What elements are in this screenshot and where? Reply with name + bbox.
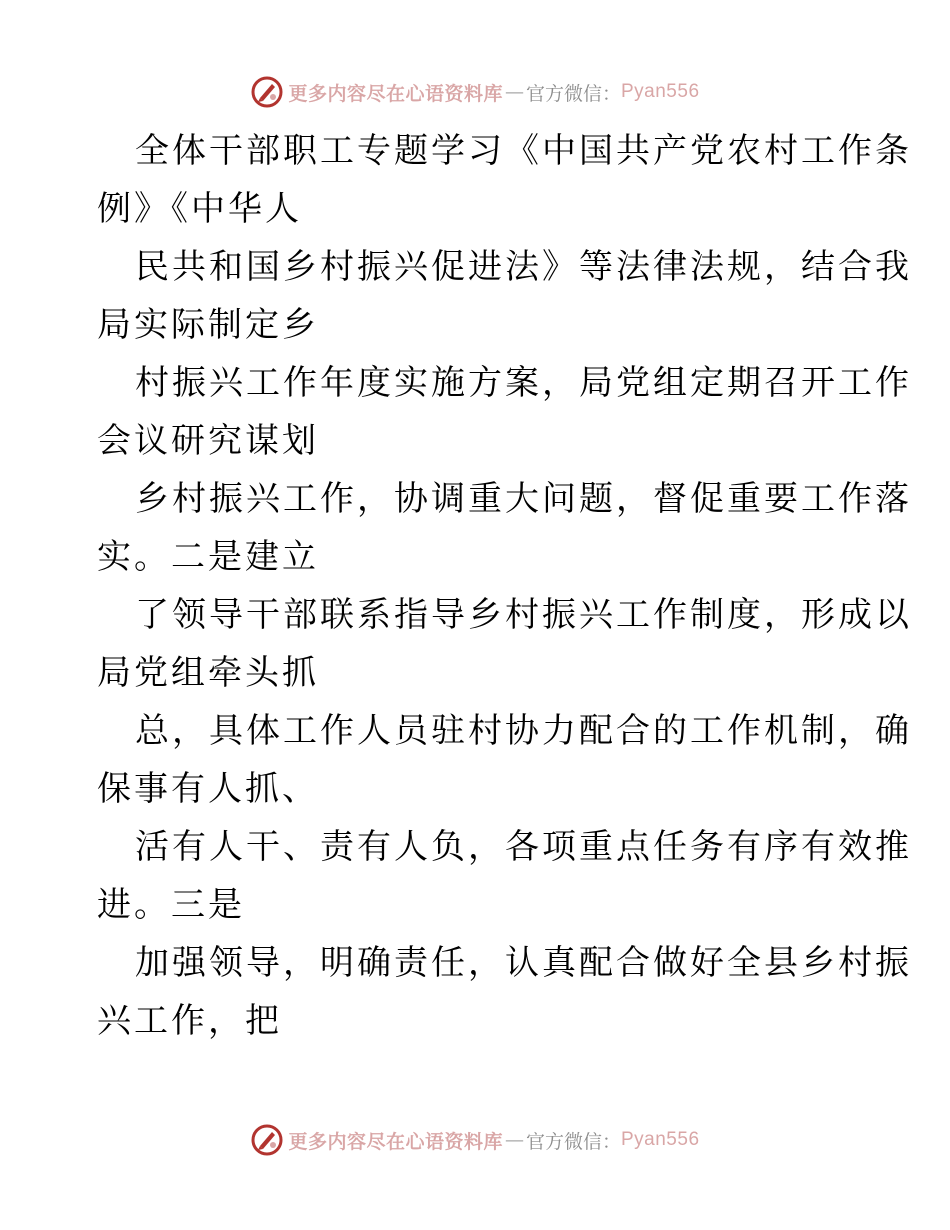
footer-watermark bbox=[0, 1120, 950, 1160]
watermark-id: Pyan556 bbox=[621, 1129, 700, 1150]
paragraph bbox=[97, 934, 912, 1050]
paragraph-line: 村振兴工作年度实施方案，局党组定期召开工作 bbox=[135, 363, 912, 403]
paragraph bbox=[97, 238, 912, 354]
watermark-id: Pyan556 bbox=[621, 81, 700, 102]
paragraph bbox=[97, 702, 912, 818]
document-body bbox=[97, 122, 912, 1050]
paragraph-line: 进。三是 bbox=[97, 885, 245, 925]
paragraph-line: 乡村振兴工作，协调重大问题，督促重要工作落 bbox=[135, 479, 912, 519]
header-watermark bbox=[0, 72, 950, 112]
watermark-text: 更多内容尽在心语资料库 bbox=[288, 82, 503, 105]
paragraph-line: 例》《中华人 bbox=[97, 189, 302, 229]
logo-icon bbox=[250, 1123, 284, 1157]
watermark-text: 更多内容尽在心语资料库 bbox=[288, 1130, 503, 1153]
watermark-dash: — bbox=[504, 81, 524, 103]
paragraph bbox=[97, 818, 912, 934]
paragraph-line: 民共和国乡村振兴促进法》等法律法规，结合我 bbox=[135, 247, 912, 287]
paragraph-line: 局党组牵头抓 bbox=[97, 653, 319, 693]
watermark-dash: — bbox=[504, 1129, 524, 1151]
watermark-label: 官方微信： bbox=[525, 1130, 621, 1153]
paragraph-line: 实。二是建立 bbox=[97, 537, 319, 577]
paragraph bbox=[97, 586, 912, 702]
paragraph-line: 保事有人抓、 bbox=[97, 769, 319, 809]
paragraph-line: 活有人干、责有人负，各项重点任务有序有效推 bbox=[135, 827, 912, 867]
paragraph-line: 了领导干部联系指导乡村振兴工作制度，形成以 bbox=[135, 595, 912, 635]
paragraph-line: 会议研究谋划 bbox=[97, 421, 319, 461]
paragraph-line: 加强领导，明确责任，认真配合做好全县乡村振 bbox=[135, 943, 912, 983]
paragraph bbox=[97, 354, 912, 470]
watermark-label: 官方微信： bbox=[525, 82, 621, 105]
paragraph bbox=[97, 122, 912, 238]
logo-icon bbox=[250, 75, 284, 109]
paragraph bbox=[97, 470, 912, 586]
paragraph-line: 总，具体工作人员驻村协力配合的工作机制，确 bbox=[135, 711, 912, 751]
paragraph-line: 局实际制定乡 bbox=[97, 305, 319, 345]
paragraph-line: 兴工作，把 bbox=[97, 1001, 282, 1041]
paragraph-line: 全体干部职工专题学习《中国共产党农村工作条 bbox=[135, 131, 912, 171]
